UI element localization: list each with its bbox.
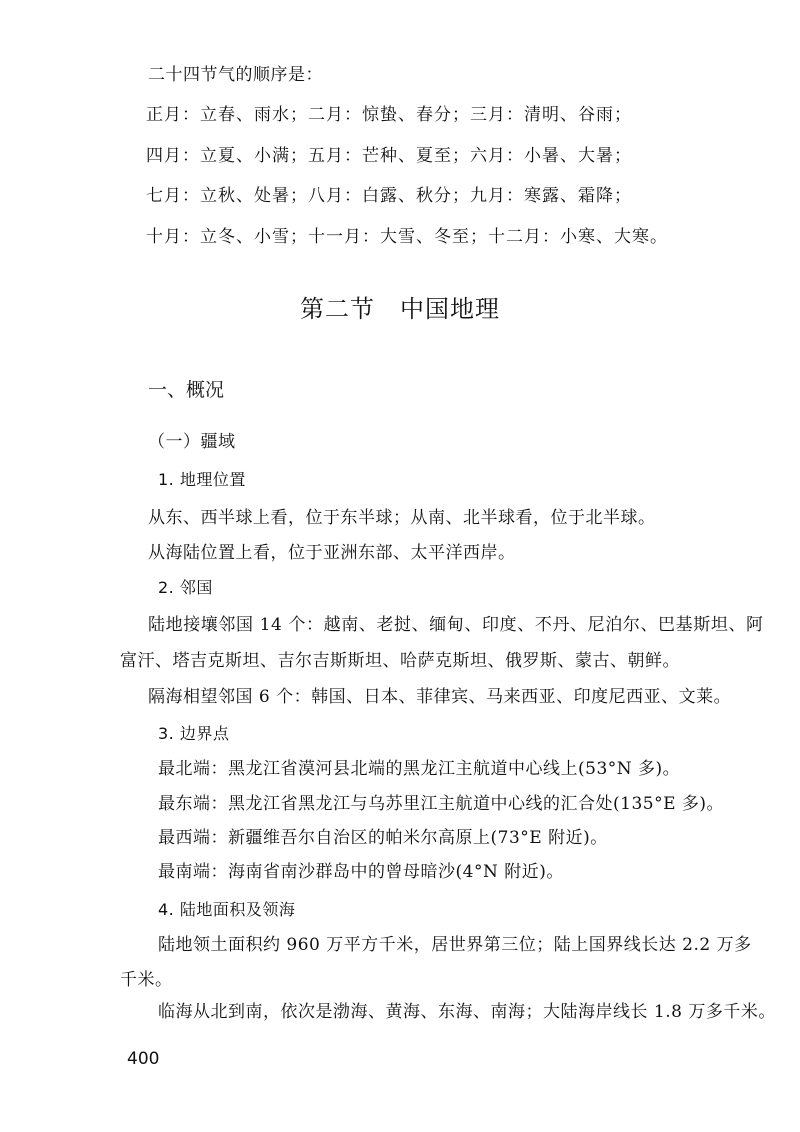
solar-terms-row: 十月：立冬、小雪；十一月：大雪、冬至；十二月：小寒、大寒。 bbox=[146, 227, 668, 247]
territory-subheading: （一）疆域 bbox=[148, 432, 236, 452]
extreme-point-north: 最北端：黑龙江省漠河县北端的黑龙江主航道中心线上(53°N 多)。 bbox=[158, 759, 681, 779]
land-neighbors-line: 陆地接壤邻国 14 个：越南、老挝、缅甸、印度、不丹、尼泊尔、巴基斯坦、阿 bbox=[148, 615, 764, 635]
location-line: 从海陆位置上看，位于亚洲东部、太平洋西岸。 bbox=[148, 543, 516, 563]
page-number: 400 bbox=[127, 1049, 160, 1069]
extreme-point-east: 最东端：黑龙江省黑龙江与乌苏里江主航道中心线的汇合处(135°E 多)。 bbox=[158, 794, 725, 814]
location-title: 1. 地理位置 bbox=[158, 470, 246, 489]
extreme-points-title: 3. 边界点 bbox=[158, 724, 230, 743]
extreme-point-west: 最西端：新疆维吾尔自治区的帕米尔高原上(73°E 附近)。 bbox=[158, 828, 608, 848]
sea-neighbors-line: 隔海相望邻国 6 个：韩国、日本、菲律宾、马来西亚、印度尼西亚、文莱。 bbox=[148, 687, 732, 707]
solar-terms-intro: 二十四节气的顺序是： bbox=[148, 65, 323, 85]
section-title: 第二节 中国地理 bbox=[300, 295, 500, 323]
area-line: 临海从北到南，依次是渤海、黄海、东海、南海；大陆海岸线长 1.8 万多千米。 bbox=[158, 1002, 776, 1022]
area-title: 4. 陆地面积及领海 bbox=[158, 900, 296, 919]
solar-terms-row: 七月：立秋、处暑；八月：白露、秋分；九月：寒露、霜降； bbox=[146, 186, 632, 206]
area-line: 陆地领土面积约 960 万平方千米，居世界第三位；陆上国界线长达 2.2 万多 bbox=[158, 935, 752, 955]
location-line: 从东、西半球上看，位于东半球；从南、北半球看，位于北半球。 bbox=[148, 508, 656, 528]
neighbors-title: 2. 邻国 bbox=[158, 578, 213, 597]
area-line: 千米。 bbox=[120, 970, 173, 990]
extreme-point-south: 最南端：海南省南沙群岛中的曾母暗沙(4°N 附近)。 bbox=[158, 862, 564, 882]
solar-terms-row: 四月：立夏、小满；五月：芒种、夏至；六月：小暑、大暑； bbox=[146, 146, 632, 166]
land-neighbors-line: 富汗、塔吉克斯坦、吉尔吉斯斯坦、哈萨克斯坦、俄罗斯、蒙古、朝鲜。 bbox=[120, 651, 680, 671]
overview-heading: 一、概况 bbox=[148, 379, 225, 401]
solar-terms-row: 正月：立春、雨水；二月：惊蛰、春分；三月：清明、谷雨； bbox=[146, 105, 632, 125]
